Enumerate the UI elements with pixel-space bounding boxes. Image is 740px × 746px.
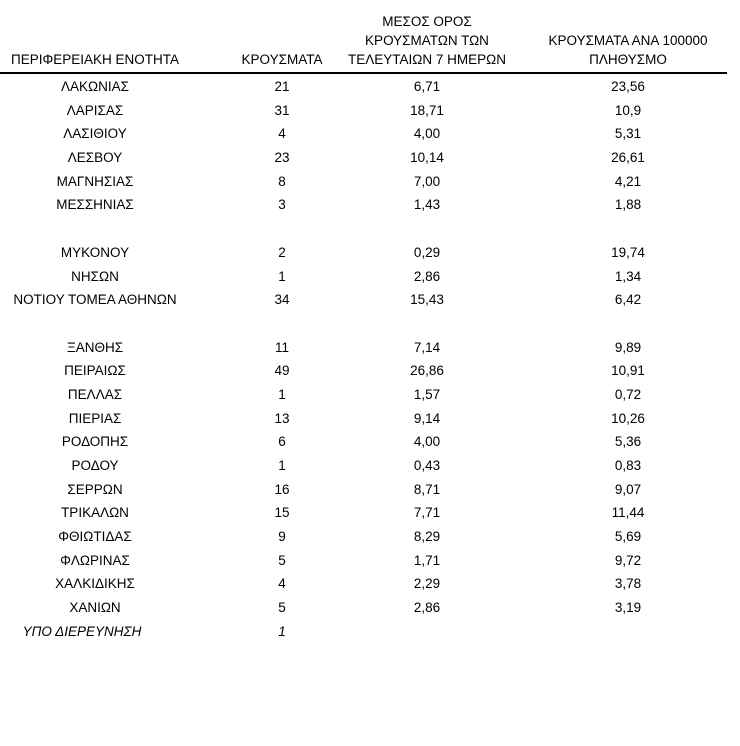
region-cell: ΡΟΔΟΠΗΣ	[61, 434, 129, 450]
table-row	[0, 241, 740, 265]
column-header-region	[11, 50, 179, 69]
cases-cell: 49	[274, 363, 290, 379]
table-row	[0, 572, 740, 596]
avg7-cell: 8,29	[413, 529, 441, 545]
table-row	[0, 288, 740, 312]
spacer-row	[0, 312, 740, 336]
table-row	[0, 407, 740, 431]
cases-cell: 5	[278, 600, 286, 616]
region-cell: ΛΑΣΙΘΙΟΥ	[63, 126, 127, 142]
table-row	[0, 99, 740, 123]
table-row	[0, 383, 740, 407]
region-cell: ΠΕΙΡΑΙΩΣ	[64, 363, 126, 379]
cases-cell: 9	[278, 529, 286, 545]
avg7-cell: 1,43	[413, 197, 441, 213]
avg7-cell: 1,71	[413, 552, 441, 568]
cases-cell: 34	[274, 292, 290, 308]
avg7-cell: 4,00	[413, 434, 441, 450]
table-body	[0, 75, 740, 644]
avg7-cell: 18,71	[410, 102, 444, 118]
per100k-cell: 1,88	[614, 197, 642, 213]
table-row	[0, 430, 740, 454]
region-cell: ΧΑΛΚΙΔΙΚΗΣ	[55, 576, 135, 592]
avg7-cell: 2,86	[413, 268, 441, 284]
cases-cell: 1	[278, 458, 286, 473]
region-cell: ΧΑΝΙΩΝ	[69, 600, 121, 616]
cases-cell: 23	[274, 150, 290, 166]
per100k-cell: 23,56	[611, 79, 645, 94]
column-header-line: ΠΕΡΙΦΕΡΕΙΑΚΗ ΕΝΟΤΗΤΑ	[10, 52, 180, 67]
per100k-cell: 10,91	[611, 363, 645, 379]
cases-cell: 8	[278, 173, 286, 189]
avg7-cell: 2,29	[413, 576, 441, 592]
per100k-cell: 9,89	[614, 339, 642, 355]
region-cell: ΜΑΓΝΗΣΙΑΣ	[56, 173, 134, 189]
region-cell: ΝΗΣΩΝ	[71, 268, 119, 284]
cases-cell: 2	[278, 244, 286, 260]
table-row	[0, 170, 740, 194]
table-row	[0, 359, 740, 383]
table-row	[0, 265, 740, 289]
region-cell: ΠΙΕΡΙΑΣ	[68, 410, 122, 426]
per100k-cell: 5,31	[614, 126, 642, 142]
region-cell: ΜΥΚΟΝΟΥ	[60, 244, 130, 260]
table-row	[0, 549, 740, 573]
region-cell: ΝΟΤΙΟΥ ΤΟΜΕΑ ΑΘΗΝΩΝ	[13, 292, 177, 308]
per100k-cell: 4,21	[614, 173, 642, 189]
cases-cell: 13	[274, 410, 290, 426]
cases-cell: 16	[274, 481, 290, 497]
column-header-line: ΚΡΟΥΣΜΑΤΑ ΑΝΑ 100000	[548, 33, 708, 48]
per100k-cell: 10,26	[611, 410, 645, 426]
avg7-cell: 15,43	[410, 292, 444, 308]
avg7-cell: 7,14	[413, 339, 441, 355]
table-row	[0, 75, 740, 99]
table-row	[0, 193, 740, 217]
per100k-cell: 11,44	[611, 505, 645, 521]
per100k-cell: 5,36	[614, 434, 642, 450]
region-cell: ΛΕΣΒΟΥ	[67, 150, 123, 166]
cases-cell: 5	[278, 552, 286, 568]
column-header-line: ΚΡΟΥΣΜΑΤΩΝ ΤΩΝ	[365, 33, 489, 48]
per100k-cell: 5,69	[614, 529, 642, 545]
per100k-cell: 10,9	[614, 102, 642, 118]
region-cell: ΦΛΩΡΙΝΑΣ	[60, 552, 130, 568]
region-cell: ΛΑΡΙΣΑΣ	[66, 102, 124, 118]
region-cell: ΥΠΟ ΔΙΕΡΕΥΝΗΣΗ	[22, 623, 142, 639]
cases-cell: 31	[274, 102, 290, 118]
column-header-7day-average	[348, 12, 506, 69]
cases-cell: 1	[278, 386, 286, 402]
region-cell: ΡΟΔΟΥ	[71, 458, 119, 473]
table-row	[0, 478, 740, 502]
per100k-cell: 9,07	[614, 481, 642, 497]
cases-cell: 4	[278, 576, 286, 592]
region-cell: ΜΕΣΣΗΝΙΑΣ	[56, 197, 134, 213]
cases-cell: 1	[278, 268, 286, 284]
cases-cell: 21	[274, 79, 290, 94]
cases-cell: 4	[278, 126, 286, 142]
per100k-cell: 26,61	[611, 150, 645, 166]
per100k-cell: 6,42	[614, 292, 642, 308]
table-row	[0, 122, 740, 146]
table-row	[0, 501, 740, 525]
avg7-cell: 10,14	[410, 150, 444, 166]
column-header-line: ΚΡΟΥΣΜΑΤΑ	[241, 52, 323, 67]
column-header-per-100000	[549, 31, 708, 69]
per100k-cell: 0,72	[614, 386, 642, 402]
region-cell: ΦΘΙΩΤΙΔΑΣ	[58, 529, 132, 545]
per100k-cell: 19,74	[611, 244, 645, 260]
column-header-line: ΜΕΣΟΣ ΟΡΟΣ	[382, 14, 472, 29]
table-header	[0, 8, 727, 72]
per100k-cell: 3,78	[614, 576, 642, 592]
table-row	[0, 336, 740, 360]
avg7-cell: 8,71	[413, 481, 441, 497]
avg7-cell: 1,57	[413, 386, 441, 402]
table-row	[0, 620, 740, 644]
cases-cell: 1	[278, 623, 286, 639]
cases-cell: 3	[278, 197, 286, 213]
per100k-cell: 9,72	[614, 552, 642, 568]
header-divider	[0, 72, 727, 74]
avg7-cell: 0,29	[413, 244, 441, 260]
table-row	[0, 146, 740, 170]
region-cell: ΞΑΝΘΗΣ	[66, 339, 124, 355]
avg7-cell: 6,71	[413, 79, 441, 94]
cases-cell: 15	[274, 505, 290, 521]
column-header-line: ΠΛΗΘΥΣΜΟ	[589, 52, 667, 67]
region-cell: ΠΕΛΛΑΣ	[67, 386, 123, 402]
cases-cell: 6	[278, 434, 286, 450]
avg7-cell: 26,86	[410, 363, 444, 379]
spacer-row	[0, 217, 740, 241]
table-row	[0, 525, 740, 549]
avg7-cell: 7,71	[413, 505, 441, 521]
table-row	[0, 596, 740, 620]
cases-cell: 11	[274, 339, 290, 355]
avg7-cell: 4,00	[413, 126, 441, 142]
column-header-line: ΤΕΛΕΥΤΑΙΩΝ 7 ΗΜΕΡΩΝ	[348, 52, 506, 67]
avg7-cell: 2,86	[413, 600, 441, 616]
per100k-cell: 0,83	[614, 458, 642, 473]
per100k-cell: 3,19	[614, 600, 642, 616]
avg7-cell: 9,14	[413, 410, 441, 426]
avg7-cell: 7,00	[413, 173, 441, 189]
column-header-cases	[242, 50, 323, 69]
table-row	[0, 454, 740, 478]
region-cell: ΣΕΡΡΩΝ	[67, 481, 123, 497]
region-cell: ΛΑΚΩΝΙΑΣ	[61, 79, 129, 94]
per100k-cell: 1,34	[614, 268, 642, 284]
region-cell: ΤΡΙΚΑΛΩΝ	[61, 505, 129, 521]
avg7-cell: 0,43	[413, 458, 441, 473]
